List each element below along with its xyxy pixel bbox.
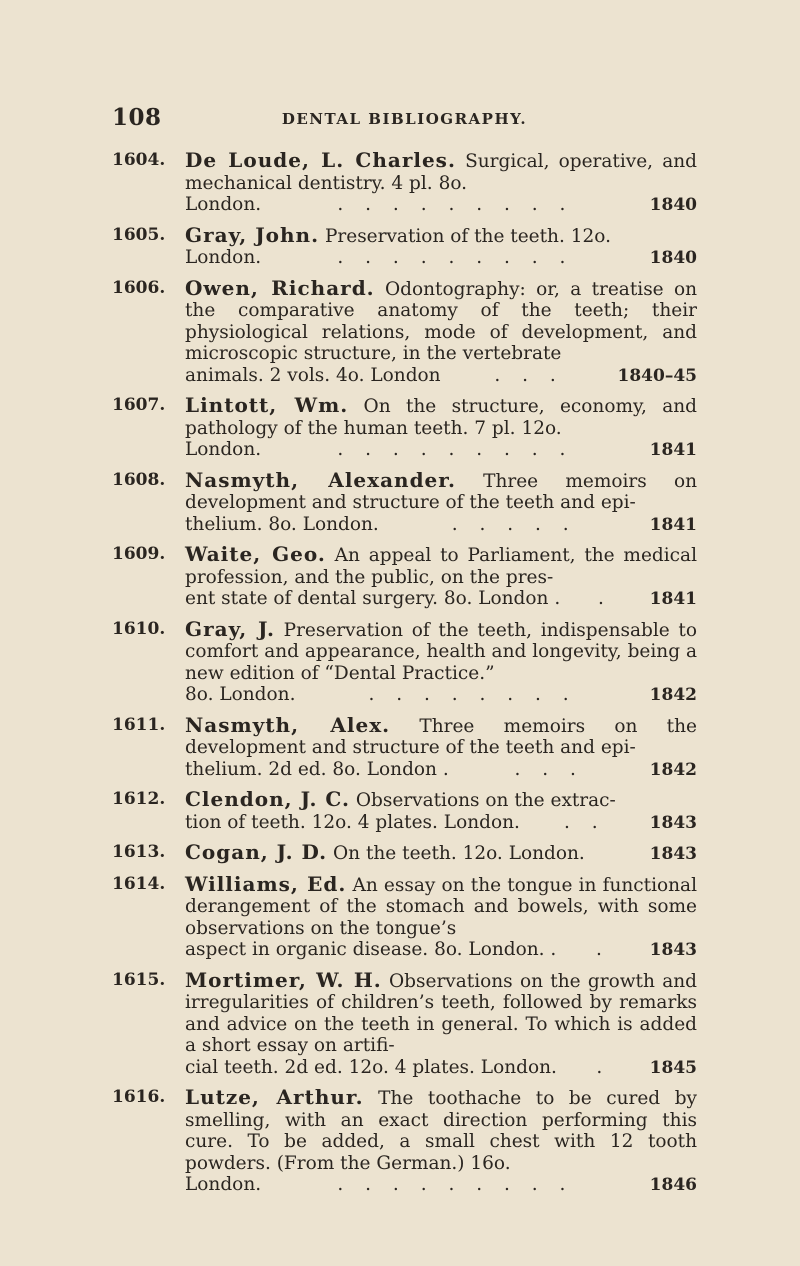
entry-place: thelium. 2d ed. 8o. London . [185, 758, 449, 780]
bibliography-entry [112, 789, 697, 834]
entry-imprint [185, 247, 261, 269]
entry-number: 1608. [112, 469, 166, 490]
entry-date: 1843 [649, 844, 697, 864]
entry-description [185, 275, 697, 365]
entry-description [185, 544, 697, 588]
entry-author: Nasmyth, Alexander. [185, 467, 456, 492]
entry-leader-dots: . [596, 939, 610, 960]
entry-imprint [185, 194, 261, 216]
entry-title-text: Three memoirs on the development and structure of the teeth and epi- [185, 715, 697, 758]
entry-imprint-line [185, 247, 697, 270]
entry-number: 1612. [112, 789, 166, 809]
entry-imprint-line [185, 939, 697, 962]
entry-date: 1846 [649, 1175, 697, 1195]
entry-imprint-line [185, 1174, 697, 1197]
entry-title-text: Odontography: or, a treatise on the comparative anatomy of the teeth; their physiological relations, mode of development, and microscopic structure, in the vertebrate [185, 278, 697, 364]
entry-leader-dots: . . [563, 811, 606, 833]
entry-author: Waite, Geo. [185, 542, 326, 566]
entry-author: Mortimer, W. H. [185, 967, 382, 992]
page-number: 108 [112, 104, 162, 131]
entry-imprint-line [185, 842, 697, 866]
entry-author: Owen, Richard. [185, 275, 375, 300]
entry-imprint-line [185, 439, 697, 462]
entry-body [185, 150, 697, 217]
entry-number: 1616. [112, 1087, 166, 1107]
entry-date: 1843 [649, 940, 697, 960]
running-head: DENTAL BIBLIOGRAPHY. [281, 110, 528, 128]
entry-body [185, 395, 697, 462]
entry-place: tion of teeth. 12o. 4 plates. London. [185, 811, 520, 833]
entry-number: 1614. [112, 873, 166, 894]
entry-place: 8o. London. [185, 684, 296, 705]
entry-description [185, 222, 697, 248]
entry-place: London. [185, 439, 262, 460]
entry-imprint-line [185, 514, 697, 537]
entry-leader-dots: . [596, 1056, 611, 1078]
entry-number: 1604. [112, 150, 166, 170]
entry-title-text: An essay on the tongue in functional derangement of the stomach and bowels, with some observations on the tongue’s [185, 874, 697, 939]
entry-description [185, 395, 697, 439]
entry-date: 1841 [649, 589, 697, 609]
entry-leader-dots: . . . . . [451, 513, 577, 535]
entry-place: London. [185, 247, 262, 268]
entry-author: Nasmyth, Alex. [185, 712, 391, 737]
bibliography-entry [112, 616, 697, 707]
entry-author: Cogan, J. D. [185, 840, 328, 864]
entry-imprint [185, 1174, 261, 1196]
entry-body [185, 712, 697, 782]
entry-imprint [185, 1057, 557, 1079]
entry-number: 1610. [112, 618, 166, 639]
bibliography-entry [112, 150, 697, 217]
bibliography-list [112, 150, 697, 1205]
entry-description [185, 712, 697, 759]
entry-date: 1845 [649, 1057, 697, 1078]
entry-place: London. [185, 194, 262, 215]
entry-number: 1611. [112, 714, 166, 735]
entry-leader-dots: . [598, 588, 612, 609]
entry-imprint-line [185, 365, 697, 388]
entry-place: aspect in organic disease. 8o. London. . [185, 939, 557, 960]
entry-title-text: Observations on the extrac- [355, 790, 616, 811]
entry-author: Lutze, Arthur. [185, 1085, 364, 1109]
entry-date: 1843 [649, 812, 697, 833]
entry-body [185, 789, 697, 834]
entry-imprint [185, 365, 441, 387]
entry-imprint-line [185, 194, 697, 217]
entry-body [185, 1087, 697, 1197]
entry-date: 1841 [649, 514, 697, 535]
entry-imprint-line [185, 759, 697, 782]
entry-body [185, 871, 697, 962]
entry-imprint-line [185, 684, 697, 707]
bibliography-entry [112, 544, 697, 611]
entry-imprint-line [185, 588, 697, 611]
entry-number: 1615. [112, 969, 166, 990]
entry-author: Gray, J. [185, 616, 275, 641]
entry-body [185, 967, 697, 1080]
bibliography-entry [112, 871, 697, 962]
entry-author: Lintott, Wm. [185, 393, 349, 417]
entry-date: 1842 [649, 685, 697, 705]
entry-description [185, 467, 697, 514]
entry-imprint-line [185, 1057, 697, 1080]
entry-body [185, 616, 697, 707]
entry-title-text: Three memoirs on development and structure of the teeth and epi- [185, 470, 697, 513]
entry-date: 1840–45 [617, 365, 697, 386]
entry-description [185, 871, 697, 940]
entry-number: 1609. [112, 544, 166, 564]
entry-date: 1840 [649, 195, 697, 215]
entry-title-text: Surgical, operative, and mechanical dentistry. 4 pl. 8o. [185, 151, 697, 194]
entry-title-text: On the structure, economy, and pathology of the human teeth. 7 pl. 12o. [185, 396, 697, 439]
entry-imprint [185, 812, 520, 834]
entry-place: cial teeth. 2d ed. 12o. 4 plates. London. [185, 1056, 557, 1078]
entry-description [185, 967, 697, 1057]
entry-leader-dots: . . . [494, 364, 564, 386]
entry-body [185, 275, 697, 388]
entry-number: 1606. [112, 277, 166, 298]
entry-date: 1842 [649, 759, 697, 780]
entry-leader-dots: . . . . . . . . . [337, 247, 574, 268]
entry-description [185, 616, 697, 685]
entry-place: animals. 2 vols. 4o. London [185, 364, 441, 386]
entry-body [185, 467, 697, 537]
entry-body [185, 544, 697, 611]
entry-imprint [185, 514, 379, 536]
entry-author: Clendon, J. C. [185, 787, 350, 811]
entry-place: London. [185, 1174, 262, 1195]
entry-body [185, 222, 697, 270]
entry-title-text: Preservation of the teeth, indispensable to comfort and appearance, health and longevity, being a new edition of “Dental Practice.” [185, 619, 697, 684]
entry-leader-dots: . . . . . . . . . [337, 194, 574, 215]
entry-place: thelium. 8o. London. [185, 513, 379, 535]
entry-place: On the teeth. 12o. London. [333, 843, 585, 864]
entry-imprint [185, 759, 449, 781]
entry-number: 1613. [112, 842, 166, 862]
entry-imprint [185, 842, 585, 865]
entry-imprint [185, 939, 556, 961]
bibliography-entry [112, 395, 697, 462]
bibliography-entry [112, 222, 697, 270]
entry-imprint-line [185, 812, 697, 835]
entry-title-text: Observations on the growth and irregularities of children’s teeth, followed by remarks and advice on the teeth in general. To which is added a short essay on artifi- [185, 970, 697, 1056]
entry-leader-dots: . . . . . . . . [368, 684, 577, 705]
entry-imprint [185, 588, 560, 610]
entry-leader-dots: . . . [514, 758, 584, 780]
entry-date: 1840 [649, 248, 697, 268]
bibliography-entry [112, 467, 697, 537]
entry-description [185, 1087, 697, 1174]
page-header [112, 104, 697, 134]
entry-leader-dots: . . . . . . . . . [337, 1174, 574, 1195]
bibliography-entry [112, 842, 697, 866]
entry-imprint [185, 684, 295, 706]
entry-author: Williams, Ed. [185, 871, 347, 896]
bibliography-entry [112, 275, 697, 388]
entry-title-text: Preservation of the teeth. 12o. [324, 225, 611, 247]
entry-body [185, 842, 697, 866]
entry-number: 1607. [112, 395, 166, 415]
entry-title-text: The toothache to be cured by smelling, with an exact direction performing this cure. To be added, a small chest with 12 tooth powders. (From the German.) 16o. [185, 1088, 697, 1174]
entry-number: 1605. [112, 224, 166, 245]
entry-title-text: An appeal to Parliament, the medical profession, and the public, on the pres- [185, 545, 697, 588]
entry-date: 1841 [649, 440, 697, 460]
bibliography-entry [112, 712, 697, 782]
entry-imprint [185, 439, 261, 461]
entry-place: ent state of dental surgery. 8o. London . [185, 588, 561, 609]
entry-description [185, 789, 697, 812]
entry-leader-dots: . . . . . . . . . [337, 439, 574, 460]
bibliography-entry [112, 967, 697, 1080]
entry-author: Gray, John. [185, 222, 320, 247]
bibliography-entry [112, 1087, 697, 1197]
entry-author: De Loude, L. Charles. [185, 148, 456, 172]
entry-description [185, 150, 697, 194]
